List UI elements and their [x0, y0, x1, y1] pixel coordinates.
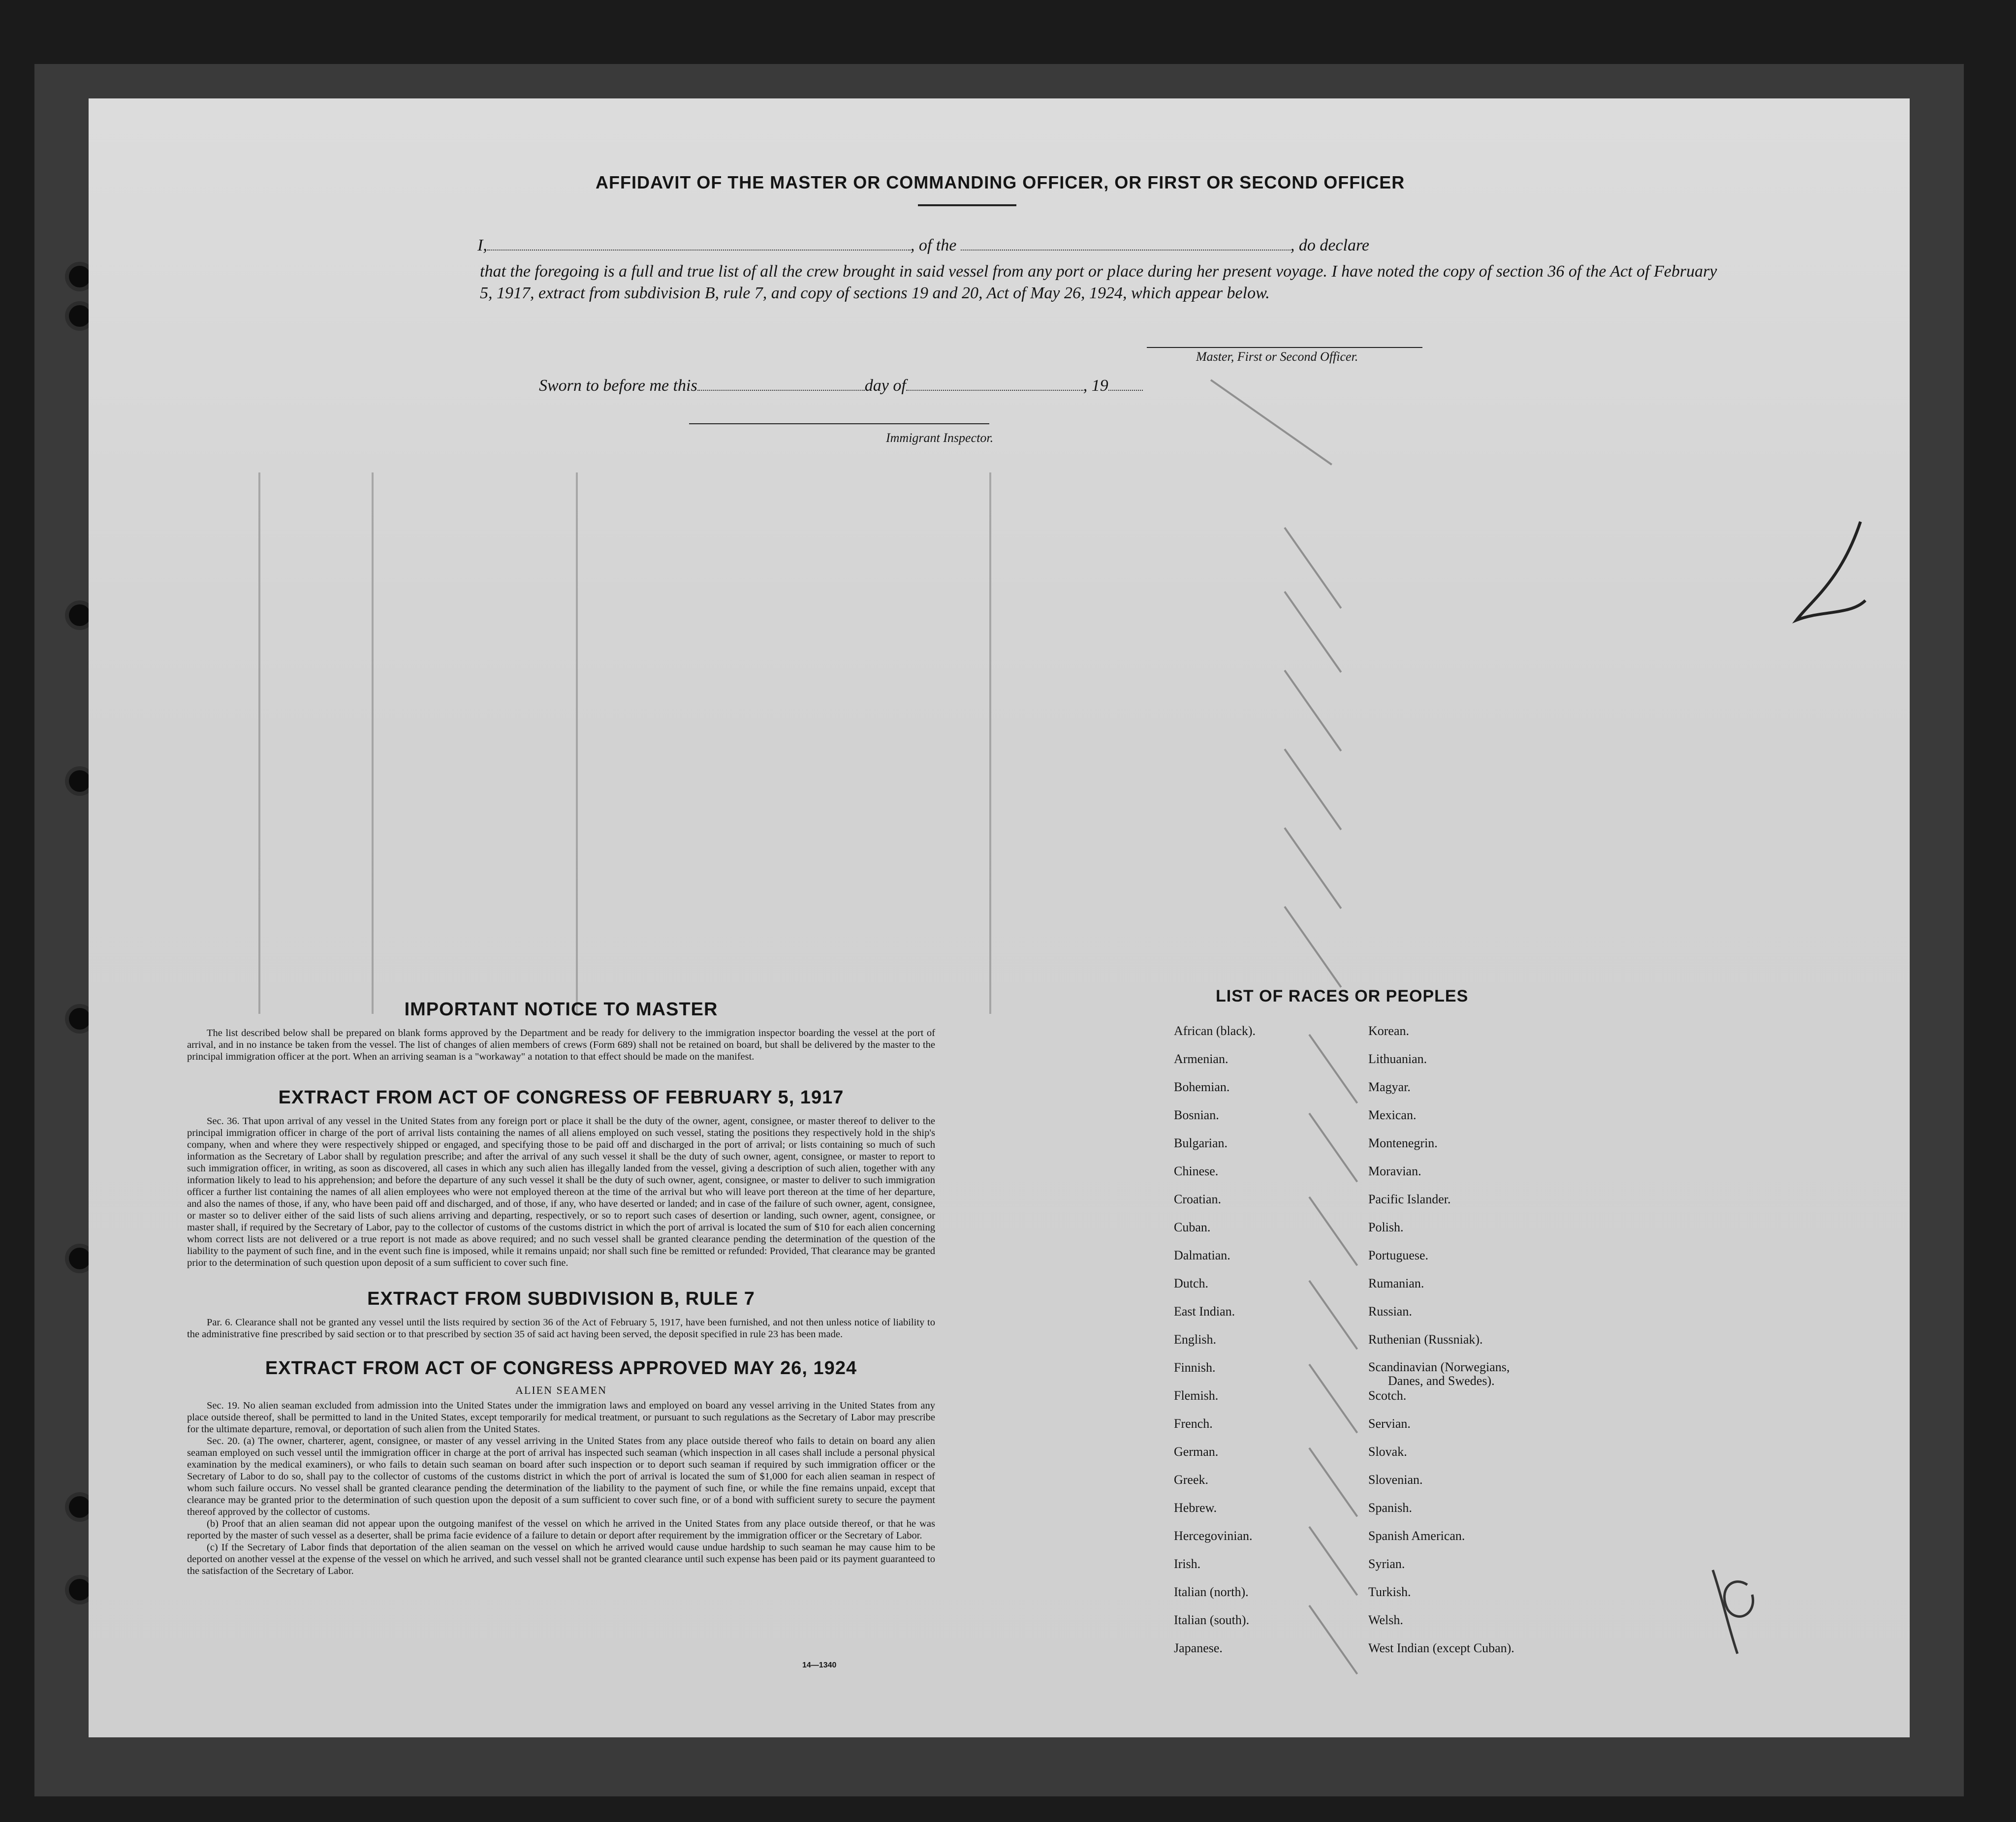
race-item: Montenegrin.	[1368, 1136, 1438, 1150]
binder-hole	[69, 266, 91, 287]
binder-hole	[69, 305, 91, 327]
binder-hole	[69, 770, 91, 792]
pen-stroke	[1713, 1570, 1753, 1654]
race-item: Flemish.	[1174, 1388, 1219, 1403]
race-item: Mexican.	[1368, 1108, 1417, 1122]
race-item: African (black).	[1174, 1024, 1256, 1038]
extract-1917-title: EXTRACT FROM ACT OF CONGRESS OF FEBRUARY 5, 1917	[278, 1087, 844, 1108]
race-item: Irish.	[1174, 1557, 1201, 1571]
race-item: Dalmatian.	[1174, 1248, 1230, 1262]
race-item: Finnish.	[1174, 1360, 1216, 1375]
race-item: Cuban.	[1174, 1220, 1211, 1234]
race-item: Italian (north).	[1174, 1585, 1249, 1599]
extract-1924-sec20a: Sec. 20. (a) The owner, charterer, agent, consignee, or master of any vessel arriving in the United States from any place outside thereof who fails to detain on board any alien seaman employed on such vessel until the immigration officer in charge at the port of arrival has inspected such seaman (which inspection in all cases shall include a personal physical examination by the medical examiners), or who fails to detain such seaman on board after such inspection or to deport such seaman if required by such immigration officer or the Secretary of Labor to do so, shall pay to the collector of customs of the customs district in which the port of arrival is located the sum of $1,000 for each alien seaman in respect of whom such failure occurs. No vessel shall be granted clearance pending the determination of the liability to the payment of such fine, or while the fine remains unpaid, except that clearance may be granted prior to the determination of such question upon the deposit of a sum sufficient to cover such fine, or of a bond with sufficient surety to secure the payment thereof approved by the collector of customs.	[187, 1436, 935, 1517]
notice-title: IMPORTANT NOTICE TO MASTER	[404, 999, 718, 1020]
extract-1924-title: EXTRACT FROM ACT OF CONGRESS APPROVED MAY 26, 1924	[265, 1358, 857, 1379]
race-item: Turkish.	[1368, 1585, 1411, 1599]
race-item: Lithuanian.	[1368, 1052, 1427, 1066]
extract-1924-sec19: Sec. 19. No alien seaman excluded from admission into the United States under the immigration laws and employed on board any vessel arriving in the United States from any place outside thereof, shall be permitted to land in the United States, except temporarily for medical treatment, or pursuant to such regulations as the Secretary of Labor may prescribe for the ultimate departure, removal, or deportation of such alien from the United States.	[187, 1400, 935, 1435]
race-item: Syrian.	[1368, 1557, 1405, 1571]
race-item: Rumanian.	[1368, 1276, 1424, 1290]
race-item: Hercegovinian.	[1174, 1529, 1253, 1543]
inspector-label: Immigrant Inspector.	[886, 431, 994, 445]
race-item: Portuguese.	[1368, 1248, 1429, 1262]
pen-stroke	[1796, 522, 1865, 620]
sworn-before: Sworn to before me this	[539, 377, 697, 395]
race-item: Greek.	[1174, 1473, 1209, 1487]
race-item: Servian.	[1368, 1416, 1411, 1431]
races-title: LIST OF RACES OR PEOPLES	[1216, 987, 1469, 1005]
affidavit-of-the: , of the	[910, 236, 957, 254]
day-of: day of	[864, 377, 906, 395]
race-item: Chinese.	[1174, 1164, 1219, 1178]
extract-1917-text: Sec. 36. That upon arrival of any vessel in the United States from any foreign port or place it shall be the duty of the owner, agent, consignee, or master thereof to deliver to the principal immigration officer in charge of the port of arrival lists containing the names of all aliens employed on such vessel, stating the positions they respectively hold in the ship's company, when and where they were respectively shipped or engaged, and specifying those to be paid off and discharged in the port of arrival; or lists containing so much of such information as the Secretary of Labor shall by regulation prescribe; and after the arrival of any such vessel it shall be the duty of such owner, agent, consignee, or master to report to such immigration officer, in writing, as soon as discovered, all cases in which any such alien has illegally landed from the vessel, giving a description of such alien, together with any information likely to lead to his apprehension; and before the departure of any such vessel it shall be the duty of such owner, agent, consignee, or master to deliver to such immigration officer a further list containing the names of all alien employees who were not employed thereon at the time of the arrival but who will leave port thereon at the time of her departure, and also the names of those, if any, who have been paid off and discharged, and of those, if any, who have deserted or landed; and in case of the failure of such owner, agent, consignee, or master so to deliver either of the said lists of such aliens arriving and departing, respectively, or so to report such cases of desertion or landing, such owner, agent, consignee, or master shall, if required by the Secretary of Labor, pay to the collector of customs of the customs district in which the port of arrival is located the sum of $10 for each alien concerning whom correct lists are not delivered or a true report is not made as above required; and no such vessel shall be granted clearance pending the determination of the question of the liability to the payment of such fine, and in the event such fine is imposed, while it remains unpaid; nor shall such fine be remitted or refunded: Provided, That clearance may be granted prior to the determination of such question upon deposit of a sum sufficient to cover such fine.	[187, 1116, 935, 1268]
binder-hole	[69, 1496, 91, 1518]
race-line: Scandinavian (Norwegians,	[1368, 1360, 1510, 1374]
race-item: Scotch.	[1368, 1388, 1407, 1403]
affidavit-declare: , do declare	[1290, 236, 1370, 254]
race-item: Italian (south).	[1174, 1613, 1250, 1627]
race-item: East Indian.	[1174, 1304, 1235, 1319]
race-item: French.	[1174, 1416, 1213, 1431]
race-item: Russian.	[1368, 1304, 1412, 1319]
race-item: Hebrew.	[1174, 1501, 1217, 1515]
affidavit-body: that the foregoing is a full and true list of all the crew brought in said vessel from any port or place during her present voyage. I have noted the copy of section 36 of the Act of February 5, 1917, extract from subdivision B, rule 7, and copy of sections 19 and 20, Act of May 26, 1924, which appear below.	[480, 262, 1717, 302]
race-item: Pacific Islander.	[1368, 1192, 1451, 1206]
affidavit-i: I,	[477, 236, 487, 254]
race-item: Magyar.	[1368, 1080, 1411, 1094]
race-item: Ruthenian (Russniak).	[1368, 1332, 1483, 1347]
binder-hole	[69, 1248, 91, 1269]
extract-rule7-title: EXTRACT FROM SUBDIVISION B, RULE 7	[367, 1288, 755, 1309]
race-item: Spanish American.	[1368, 1529, 1465, 1543]
race-item: Welsh.	[1368, 1613, 1403, 1627]
race-line: Danes, and Swedes).	[1388, 1374, 1495, 1388]
race-item: English.	[1174, 1332, 1216, 1347]
handwritten-marks	[89, 98, 1910, 1737]
race-item: Moravian.	[1368, 1164, 1421, 1178]
race-item: Bosnian.	[1174, 1108, 1219, 1122]
binder-hole	[69, 1579, 91, 1601]
extract-1924-sec20b: (b) Proof that an alien seaman did not appear upon the outgoing manifest of the vessel on which he arrived in the United States from any place outside thereof, or that he was reported by the master of such vessel as a deserter, shall be prima facie evidence of a failure to detain or deport after requirement by the immigration officer or the Secretary of Labor.	[187, 1518, 935, 1541]
extract-rule7-text: Par. 6. Clearance shall not be granted any vessel until the lists required by section 36 of the Act of February 5, 1917, have been furnished, and not then unless notice of liability to the administrative fine prescribed by said section or to that prescribed by section 35 of said act having been served, the deposit specified in rule 23 has been made.	[187, 1317, 935, 1340]
binder-hole	[69, 1008, 91, 1030]
race-item: Croatian.	[1174, 1192, 1222, 1206]
year-prefix: , 19	[1083, 377, 1108, 395]
extract-1924-subtitle: ALIEN SEAMEN	[515, 1384, 607, 1396]
race-item: Spanish.	[1368, 1501, 1412, 1515]
signature-label: Master, First or Second Officer.	[1196, 349, 1358, 364]
race-item: Bulgarian.	[1174, 1136, 1228, 1150]
race-item: Polish.	[1368, 1220, 1404, 1234]
notice-text: The list described below shall be prepared on blank forms approved by the Department and be ready for delivery to the immigration inspector boarding the vessel at the port of arrival, and in no instance be taken from the vessel. The list of changes of alien members of crews (Form 689) shall not be retained on board, but shall be delivered by the master to the principal immigration officer at the port. When an arriving seaman is a "workaway" a notation to that effect should be made on the manifest.	[187, 1028, 935, 1062]
race-item: West Indian (except Cuban).	[1368, 1641, 1514, 1655]
race-item: Slovak.	[1368, 1445, 1407, 1459]
race-item: Korean.	[1368, 1024, 1410, 1038]
extract-1924-sec20c: (c) If the Secretary of Labor finds that deportation of the alien seaman on the vessel on which he arrived would cause undue hardship to such seaman he may cause him to be deported on another vessel at the expense of the vessel on which he arrived, and such vessel shall not be granted clearance until such expense has been paid or its payment guaranteed to the satisfaction of the Secretary of Labor.	[187, 1542, 935, 1576]
form-number: 14—1340	[802, 1661, 837, 1669]
race-item: Slovenian.	[1368, 1473, 1423, 1487]
race-item: Japanese.	[1174, 1641, 1223, 1655]
affidavit-title: AFFIDAVIT OF THE MASTER OR COMMANDING OFFICER, OR FIRST OR SECOND OFFICER	[596, 172, 1405, 192]
binder-hole	[69, 604, 91, 626]
race-item: Dutch.	[1174, 1276, 1209, 1290]
race-item: German.	[1174, 1445, 1219, 1459]
document-page	[89, 98, 1910, 1737]
race-item: Bohemian.	[1174, 1080, 1230, 1094]
race-item: Armenian.	[1174, 1052, 1228, 1066]
